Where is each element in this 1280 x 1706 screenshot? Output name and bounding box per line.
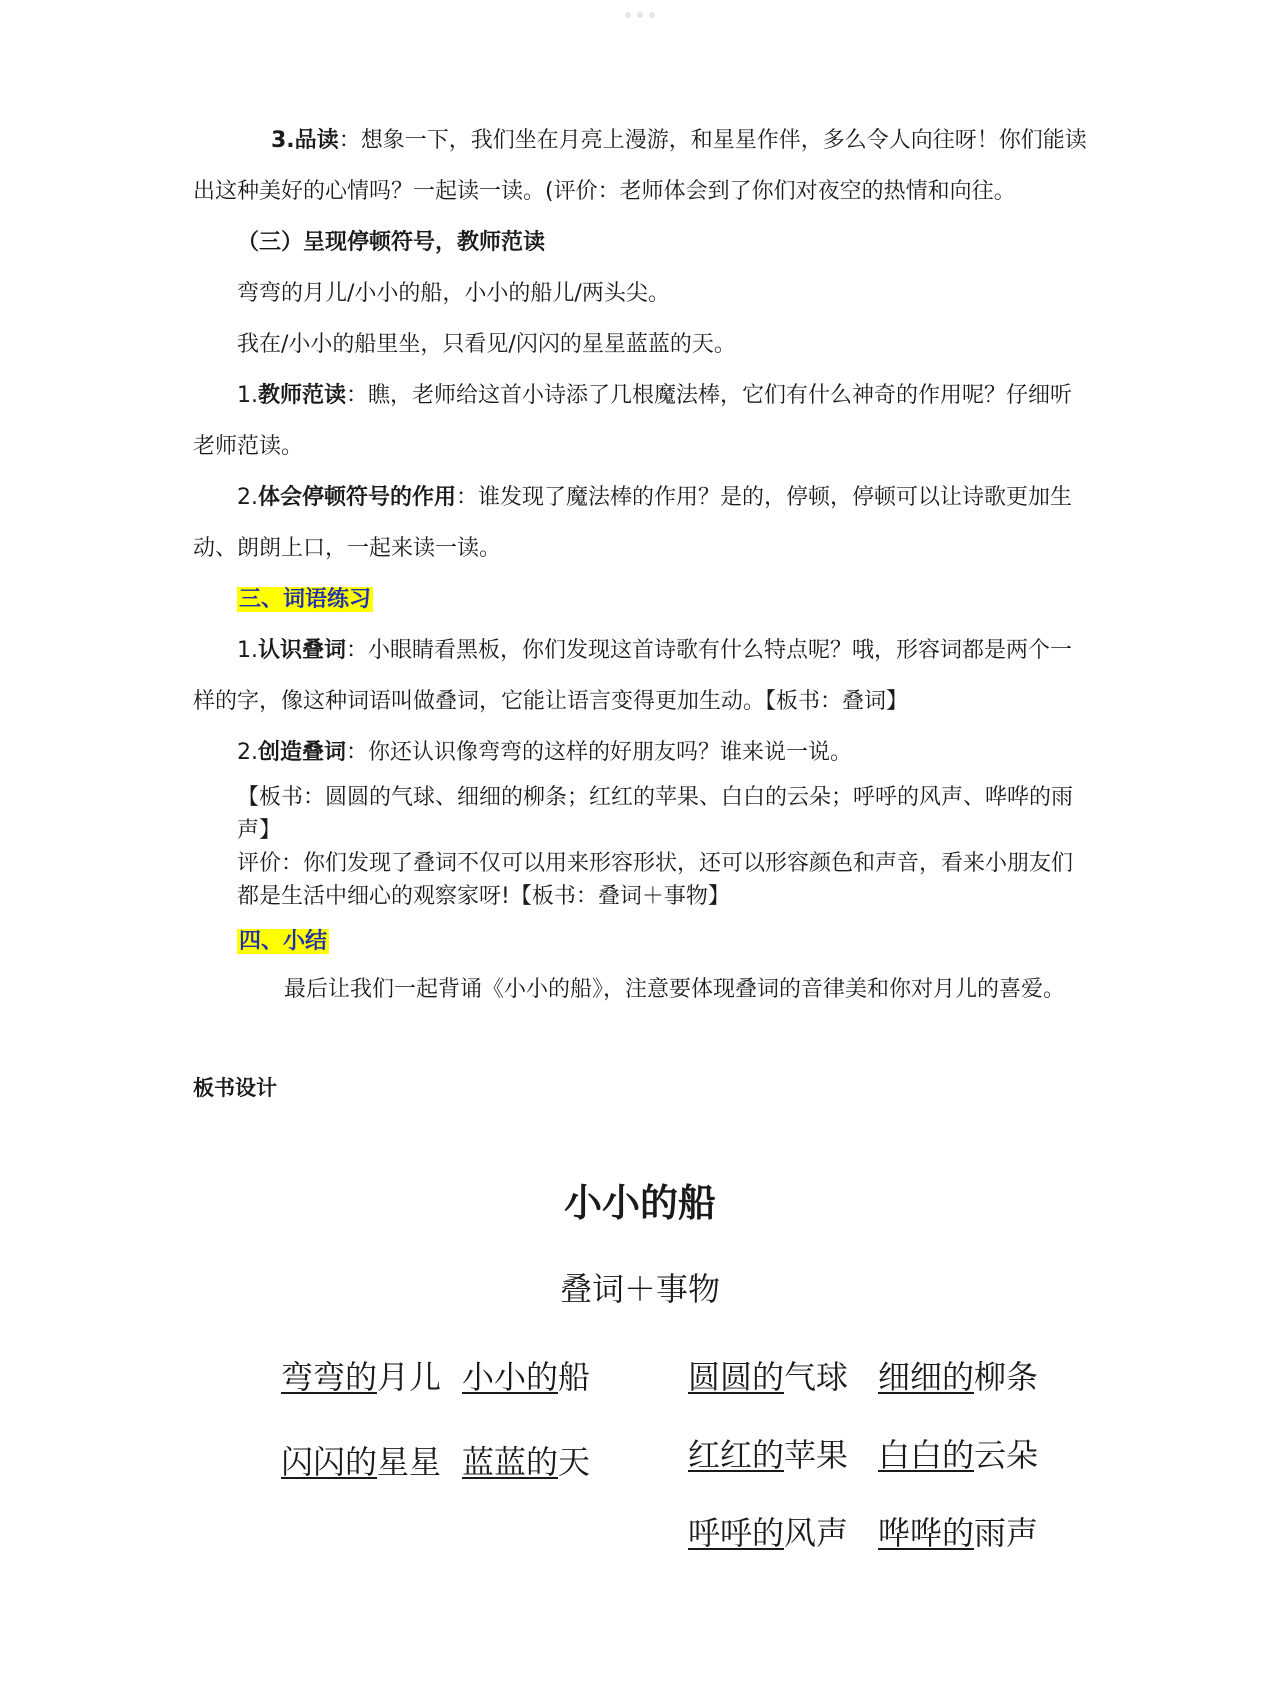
board-word-pair xyxy=(281,1356,441,1398)
noun-word: 风声 xyxy=(784,1514,849,1552)
paragraph-text: ：想象一下，我们坐在月亮上漫游，和星星作伴，多么令人向往呀！你们能读 xyxy=(338,128,1087,153)
noun-word: 云朵 xyxy=(974,1436,1039,1474)
reduplication-word: 红红的 xyxy=(688,1436,785,1474)
reduplication-word: 蓝蓝的 xyxy=(462,1443,559,1481)
indicator-dot xyxy=(625,12,631,18)
item-title: 品读 xyxy=(294,128,339,153)
board-note-line1: 【板书：圆圆的气球、细细的柳条；红红的苹果、白白的云朵；呼呼的风声、哗哗的雨 xyxy=(237,785,1074,810)
board-title: 小小的船 xyxy=(563,1180,716,1225)
item-number: 2. xyxy=(237,485,258,510)
noun-word: 柳条 xyxy=(974,1358,1039,1396)
board-word-pair xyxy=(462,1441,590,1483)
paragraph-text: ：瞧，老师给这首小诗添了几根魔法棒，它们有什么神奇的作用呢？仔细听 xyxy=(346,383,1073,408)
board-word-pair xyxy=(688,1356,848,1398)
noun-word: 天 xyxy=(558,1443,591,1481)
board-word-pair xyxy=(878,1356,1038,1398)
section-heading-words: 三、词语练习 xyxy=(239,587,372,612)
paragraph-teacher-read-line1 xyxy=(193,380,1113,412)
item-title: 认识叠词 xyxy=(258,638,347,663)
indicator-dot xyxy=(637,12,643,18)
reduplication-word: 闪闪的 xyxy=(281,1443,378,1481)
summary-text: 最后让我们一起背诵《小小的船》，注意要体现叠词的音律美和你对月儿的喜爱。 xyxy=(284,977,1066,1002)
paragraph-know-reduplication-line2: 样的字，像这种词语叫做叠词，它能让语言变得更加生动。【板书：叠词】 xyxy=(193,689,909,714)
noun-word: 船 xyxy=(558,1358,591,1396)
board-word-pair xyxy=(688,1434,848,1476)
noun-word: 苹果 xyxy=(784,1436,849,1474)
poem-line-2: 我在/小小的船里坐，只看见/闪闪的星星蓝蓝的天。 xyxy=(237,332,736,357)
paragraph-know-reduplication-line1 xyxy=(193,635,1113,667)
item-title: 体会停顿符号的作用 xyxy=(258,485,457,510)
noun-word: 星星 xyxy=(377,1443,442,1481)
noun-word: 雨声 xyxy=(974,1514,1039,1552)
noun-word: 月儿 xyxy=(377,1358,442,1396)
paragraph-text: ：你还认识像弯弯的这样的好朋友吗？谁来说一说。 xyxy=(346,740,853,765)
reduplication-word: 哗哗的 xyxy=(878,1514,975,1552)
reduplication-word: 细细的 xyxy=(878,1358,975,1396)
board-word-pair xyxy=(878,1512,1038,1554)
section-heading-words-row xyxy=(193,584,1113,616)
item-number: 1. xyxy=(237,638,258,663)
paragraph-pause-effect-line1 xyxy=(193,482,1113,514)
paragraph-create-reduplication xyxy=(193,737,1113,769)
reduplication-word: 小小的 xyxy=(462,1358,559,1396)
item-number: 2. xyxy=(237,740,258,765)
paragraph-pause-effect-line2: 动、朗朗上口，一起来读一读。 xyxy=(193,536,502,561)
section-heading-summary: 四、小结 xyxy=(239,929,328,954)
item-title: 创造叠词 xyxy=(258,740,347,765)
item-number: 3. xyxy=(271,128,295,153)
item-title: 教师范读 xyxy=(258,383,347,408)
reduplication-word: 弯弯的 xyxy=(281,1358,378,1396)
reduplication-word: 白白的 xyxy=(878,1436,975,1474)
board-note-line2: 声】 xyxy=(237,818,282,843)
paragraph-pinread-line1 xyxy=(193,125,1113,157)
board-subtitle: 叠词＋事物 xyxy=(559,1270,720,1308)
board-word-pair xyxy=(462,1356,590,1398)
section-heading-pause: （三）呈现停顿符号，教师范读 xyxy=(237,230,546,255)
reduplication-word: 圆圆的 xyxy=(688,1358,785,1396)
paragraph-text: ：谁发现了魔法棒的作用？是的，停顿，停顿可以让诗歌更加生 xyxy=(456,485,1073,510)
board-word-pair xyxy=(281,1441,441,1483)
section-heading-summary-row xyxy=(193,926,1113,958)
paragraph-teacher-read-line2: 老师范读。 xyxy=(193,434,304,459)
page-indicator xyxy=(0,12,1280,18)
board-word-pair xyxy=(878,1434,1038,1476)
paragraph-pinread-line2: 出这种美好的心情吗？一起读一读。(评价：老师体会到了你们对夜空的热情和向往。 xyxy=(193,179,1016,204)
evaluation-line1: 评价：你们发现了叠词不仅可以用来形容形状，还可以形容颜色和声音，看来小朋友们 xyxy=(237,851,1074,876)
item-number: 1. xyxy=(237,383,258,408)
evaluation-line2: 都是生活中细心的观察家呀!【板书：叠词＋事物】 xyxy=(237,884,730,909)
board-word-pair xyxy=(688,1512,848,1554)
noun-word: 气球 xyxy=(784,1358,849,1396)
reduplication-word: 呼呼的 xyxy=(688,1514,785,1552)
paragraph-text: ：小眼睛看黑板，你们发现这首诗歌有什么特点呢？哦，形容词都是两个一 xyxy=(346,638,1073,663)
poem-line-1: 弯弯的月儿/小小的船，小小的船儿/两头尖。 xyxy=(237,281,670,306)
board-design-label: 板书设计 xyxy=(193,1076,277,1100)
indicator-dot xyxy=(649,12,655,18)
